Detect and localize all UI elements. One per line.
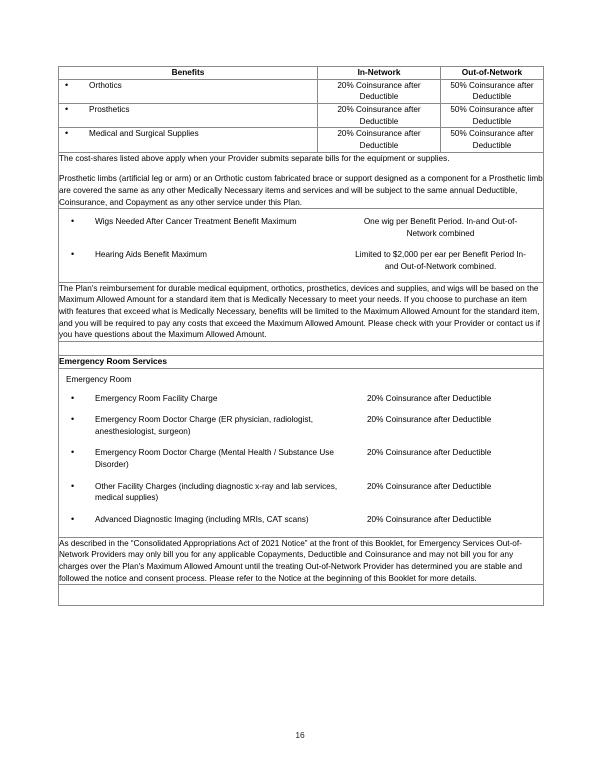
bullet-icon: •	[65, 128, 69, 139]
table-row	[59, 128, 544, 152]
bullet-icon: •	[71, 249, 75, 260]
bullet-icon: •	[71, 414, 75, 425]
emergency-item-label: Other Facility Charges (including diagnostic x-ray and lab services, medical supplies)	[95, 481, 338, 503]
section-subheading-emergency-room: Emergency Room	[66, 374, 132, 384]
emergency-item	[65, 442, 537, 475]
emergency-item	[65, 388, 537, 410]
spacer-cell	[59, 341, 544, 355]
bullet-icon: •	[71, 392, 75, 403]
benefit-name-cell	[59, 79, 318, 103]
emergency-footer-paragraph: As described in the “Consolidated Appropriations Act of 2021 Notice” at the front of this Booklet, for Emergency Services Out-of-Network Providers may only bill you for any applicable Copayments, Deductible and Coinsurance and may not bill you for any charges over the Plan's Maximum Allowed Amount until the treating Out-of-Network Provider has determined you are stable and followed the notice and consent process. Please refer to the Notice at the beginning of this Booklet for more details.	[59, 538, 523, 583]
column-header-benefits: Benefits	[59, 67, 318, 80]
table-row	[59, 79, 544, 103]
emergency-item	[65, 476, 537, 509]
benefits-table	[58, 66, 544, 606]
emergency-item	[65, 509, 537, 531]
in-network-value: 20% Coinsurance after Deductible	[318, 128, 441, 152]
maximum-item	[65, 244, 537, 277]
emergency-item-value: 20% Coinsurance after Deductible	[367, 515, 492, 525]
emergency-items-cell	[59, 368, 544, 537]
notes-cell	[59, 152, 544, 209]
emergency-items-row	[59, 368, 544, 537]
section-heading-row	[59, 355, 544, 368]
maximum-label: Wigs Needed After Cancer Treatment Benefit Maximum	[95, 217, 297, 227]
benefit-name-cell	[59, 128, 318, 152]
emergency-item	[65, 409, 537, 442]
emergency-item-value: 20% Coinsurance after Deductible	[367, 481, 492, 491]
bullet-icon: •	[71, 480, 75, 491]
emergency-footer-row	[59, 537, 544, 585]
reimbursement-row	[59, 282, 544, 341]
benefit-label: Medical and Surgical Supplies	[89, 129, 199, 139]
maximum-value: Limited to $2,000 per ear per Benefit Period In- and Out-of-Network combined.	[355, 250, 526, 272]
maximum-item	[65, 211, 537, 244]
emergency-item-label: Advanced Diagnostic Imaging (including MRIs, CAT scans)	[95, 515, 309, 525]
bullet-icon: •	[71, 514, 75, 525]
out-of-network-value: 50% Coinsurance after Deductible	[441, 79, 544, 103]
emergency-item-label: Emergency Room Facility Charge	[95, 393, 218, 403]
column-header-out-of-network: Out-of-Network	[441, 67, 544, 80]
maximums-cell	[59, 209, 544, 283]
maximum-label: Hearing Aids Benefit Maximum	[95, 250, 207, 260]
cost-shares-paragraph: The cost-shares listed above apply when your Provider submits separate bills for the equipment or supplies.	[59, 153, 450, 163]
reimbursement-paragraph: The Plan's reimbursement for durable medical equipment, orthotics, prosthetics, devices and supplies, and wigs will be based on the Maximum Allowed Amount for a standard item that is Medically Necessary to meet your needs. If you choose to purchase an item with features that exceed what is Medically Necessary, benefits will be limited to the Maximum Allowed Amount for the standard item, and you will be required to pay any costs that exceed the Maximum Allowed Amount. Please check with your Provider or contact us if you have questions about the Maximum Allowed Amount.	[59, 283, 541, 340]
bullet-icon: •	[65, 104, 69, 115]
emergency-footer-cell	[59, 537, 544, 585]
trailing-spacer-row	[59, 585, 544, 606]
in-network-value: 20% Coinsurance after Deductible	[318, 104, 441, 128]
column-header-in-network: In-Network	[318, 67, 441, 80]
emergency-item-value: 20% Coinsurance after Deductible	[367, 393, 492, 403]
prosthetic-limbs-paragraph: Prosthetic limbs (artificial leg or arm) or an Orthotic custom fabricated brace or support designed as a component for a Prosthetic limb are covered the same as any other Medically Necessary items and services and will be subject to the same annual Deductible, Coinsurance, and Copayment as any other service under this Plan.	[59, 174, 543, 207]
emergency-item-value: 20% Coinsurance after Deductible	[367, 448, 492, 458]
maximums-row	[59, 209, 544, 283]
bullet-icon: •	[71, 447, 75, 458]
emergency-item-label: Emergency Room Doctor Charge (ER physician, radiologist, anesthesiologist, surgeon)	[95, 415, 313, 436]
bullet-icon: •	[65, 79, 69, 90]
bullet-icon: •	[71, 216, 75, 227]
out-of-network-value: 50% Coinsurance after Deductible	[441, 104, 544, 128]
emergency-item-label: Emergency Room Doctor Charge (Mental Health / Substance Use Disorder)	[95, 448, 334, 470]
page-number: 16	[295, 730, 305, 740]
trailing-spacer-cell	[59, 585, 544, 606]
out-of-network-value: 50% Coinsurance after Deductible	[441, 128, 544, 152]
maximum-value: One wig per Benefit Period. In-and Out-of-Network combined	[363, 217, 518, 238]
emergency-item-value: 20% Coinsurance after Deductible	[367, 415, 492, 425]
benefit-label: Orthotics	[89, 80, 122, 90]
table-header-row	[59, 67, 544, 80]
spacer-row	[59, 341, 544, 355]
section-heading-emergency-room-services: Emergency Room Services	[59, 355, 544, 368]
table-row	[59, 104, 544, 128]
benefit-label: Prosthetics	[89, 105, 130, 115]
notes-row	[59, 152, 544, 209]
reimbursement-cell	[59, 282, 544, 341]
in-network-value: 20% Coinsurance after Deductible	[318, 79, 441, 103]
benefit-name-cell	[59, 104, 318, 128]
